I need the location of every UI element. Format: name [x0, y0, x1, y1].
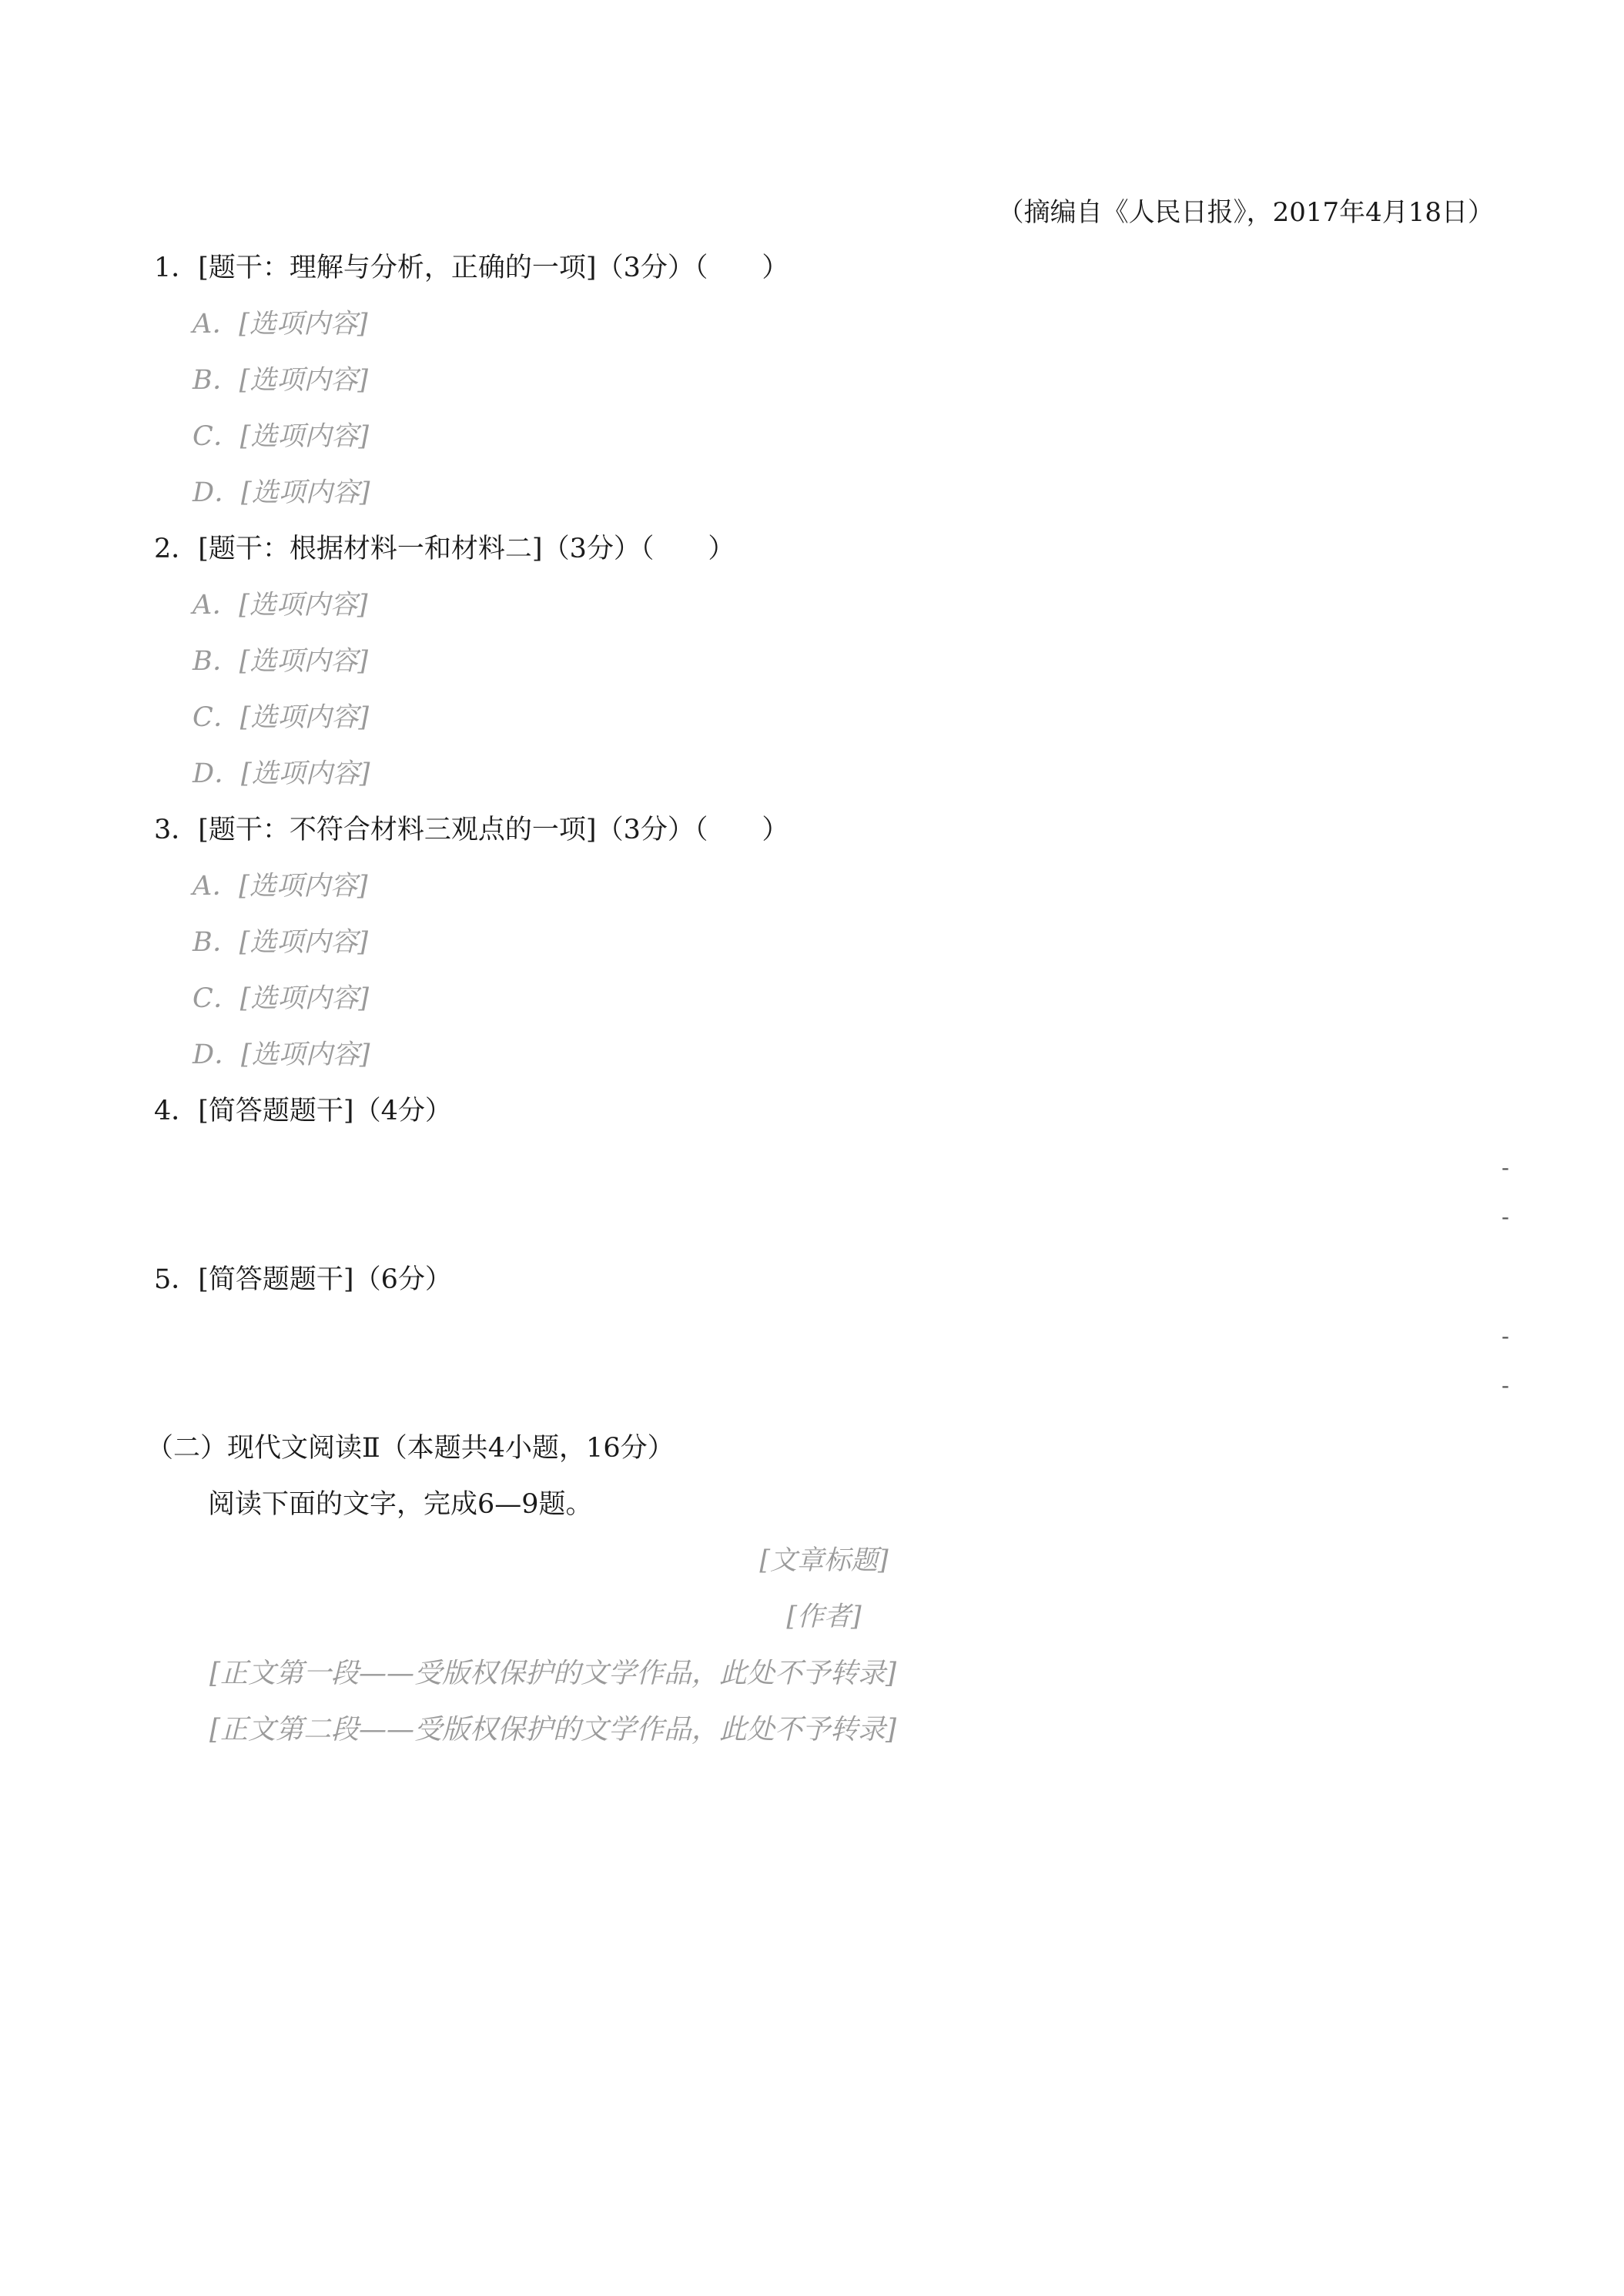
question-1-option-c: C．[选项内容]: [193, 421, 370, 452]
section-heading: （二）现代文阅读Ⅱ（本题共4小题，16分）: [146, 1433, 675, 1464]
question-3-option-c: C．[选项内容]: [193, 983, 370, 1014]
question-2-option-c: C．[选项内容]: [193, 702, 370, 733]
question-2-option-d: D．[选项内容]: [193, 758, 370, 789]
section-instruction: 阅读下面的文字，完成6—9题。: [208, 1489, 593, 1520]
answer-line-marker: -: [1501, 1373, 1509, 1398]
question-5-answer-space: [154, 1308, 1509, 1421]
question-2-option-a: A．[选项内容]: [193, 590, 368, 621]
answer-line-marker: -: [1501, 1204, 1509, 1230]
question-4-stem: 4．[简答题题干]（4分）: [154, 1096, 452, 1126]
answer-line-marker: -: [1501, 1155, 1509, 1180]
answer-line-marker: -: [1501, 1324, 1509, 1349]
exam-page: [146, 185, 1509, 1758]
question-3-stem: 3．[题干：不符合材料三观点的一项]（3分）（ ）: [154, 815, 789, 845]
article-author: [作者]: [786, 1602, 862, 1632]
article-title: [文章标题]: [759, 1545, 889, 1576]
article-paragraph: [正文第二段——受版权保护的文学作品，此处不予转录]: [209, 1714, 897, 1745]
source-citation: （摘编自《人民日报》，2017年4月18日）: [997, 197, 1494, 228]
question-3-option-a: A．[选项内容]: [193, 871, 368, 902]
article-paragraph: [正文第一段——受版权保护的文学作品，此处不予转录]: [209, 1658, 897, 1689]
question-1-option-b: B．[选项内容]: [193, 365, 369, 396]
question-1-option-d: D．[选项内容]: [193, 477, 370, 508]
question-3-option-d: D．[选项内容]: [193, 1039, 370, 1070]
question-2-stem: 2．[题干：根据材料一和材料二]（3分）（ ）: [154, 534, 735, 564]
question-1-stem: 1．[题干：理解与分析，正确的一项]（3分）（ ）: [154, 253, 789, 283]
question-2-option-b: B．[选项内容]: [193, 646, 369, 677]
question-1-option-a: A．[选项内容]: [193, 309, 368, 340]
question-4-answer-space: [154, 1140, 1509, 1252]
question-5-stem: 5．[简答题题干]（6分）: [154, 1264, 452, 1295]
question-3-option-b: B．[选项内容]: [193, 927, 369, 958]
